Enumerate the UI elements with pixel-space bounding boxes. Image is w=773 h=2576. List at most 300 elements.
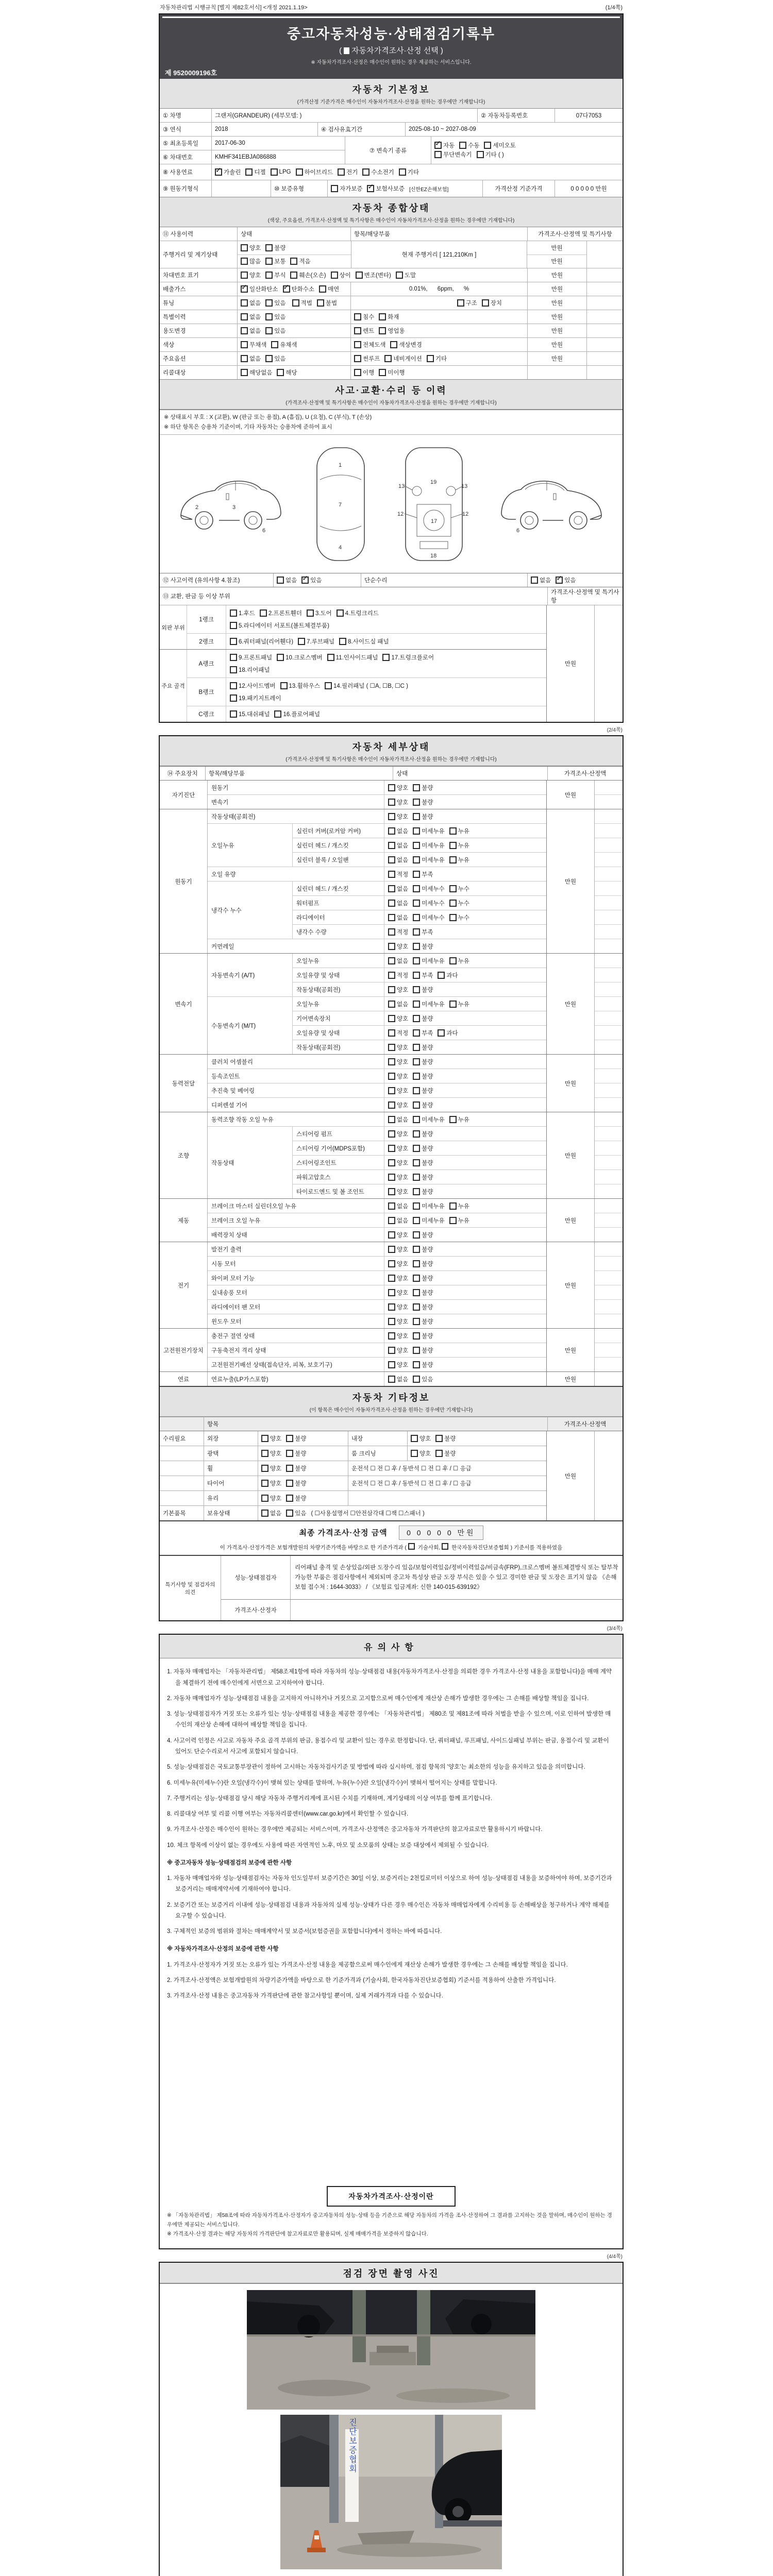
sub-group[interactable] xyxy=(208,881,546,939)
price-cell[interactable]: 만원 xyxy=(527,352,586,365)
checkbox-없음[interactable] xyxy=(241,355,248,362)
item-label[interactable]: 실내송풍 모터 xyxy=(211,1290,247,1296)
checkbox-불량[interactable] xyxy=(413,1246,420,1253)
option[interactable] xyxy=(265,244,285,252)
blank-cell[interactable] xyxy=(595,1242,623,1256)
option[interactable] xyxy=(230,621,329,630)
checkbox-적정[interactable] xyxy=(388,1029,395,1037)
option[interactable] xyxy=(388,1029,408,1037)
checkbox-양호[interactable] xyxy=(388,1188,395,1195)
option-label[interactable]: 기타 xyxy=(435,356,447,362)
option[interactable] xyxy=(390,341,422,349)
checkbox-불량[interactable] xyxy=(413,1073,420,1080)
field-value[interactable]: 그랜저(GRANDEUR) (세부모델: ) xyxy=(211,109,477,122)
row-label[interactable]: 특별이력 xyxy=(163,314,186,320)
option-label[interactable]: 상이 xyxy=(339,273,351,279)
options-line[interactable] xyxy=(384,1112,546,1126)
option[interactable] xyxy=(298,637,334,646)
item-label[interactable]: 룸 크리닝 xyxy=(348,1446,407,1461)
option-label[interactable]: 불량 xyxy=(422,1304,433,1311)
option[interactable] xyxy=(413,1043,433,1052)
field-label[interactable]: ⑨ 원동기형식 xyxy=(163,186,199,192)
checkbox-양호[interactable] xyxy=(241,272,248,279)
option-label[interactable]: 불량 xyxy=(422,785,433,791)
option-label[interactable]: 장치 xyxy=(490,300,502,307)
checkbox-양호[interactable] xyxy=(388,813,395,820)
blank-cell[interactable] xyxy=(595,1126,623,1141)
table-row[interactable] xyxy=(160,365,623,379)
checkbox-불량[interactable] xyxy=(413,1058,420,1065)
rank-items[interactable] xyxy=(226,678,546,706)
options-line[interactable] xyxy=(258,1446,348,1461)
item-label[interactable]: 오일 유량 xyxy=(211,871,236,878)
option[interactable] xyxy=(457,299,477,307)
options-line[interactable] xyxy=(350,296,527,310)
checkbox-누유[interactable] xyxy=(449,1001,457,1008)
blank-cell[interactable] xyxy=(595,1011,623,1025)
device-rows[interactable] xyxy=(207,1372,546,1386)
item-label[interactable]: 시동 모터 xyxy=(211,1261,236,1267)
option[interactable] xyxy=(413,913,444,922)
option[interactable] xyxy=(265,354,285,363)
checkbox-불량[interactable] xyxy=(286,1435,293,1442)
option-label[interactable]: 18.리어패널 xyxy=(239,667,270,674)
field-label[interactable]: ⑦ 변속기 종류 xyxy=(345,137,431,164)
option-label[interactable]: 기타 ( ) xyxy=(485,151,504,158)
checkbox-불량[interactable] xyxy=(413,1260,420,1267)
column-header[interactable]: ⑬ 교환, 판금 등 이상 부위 xyxy=(163,594,230,600)
item-label[interactable]: 내장 xyxy=(348,1431,407,1446)
checkbox-없음[interactable] xyxy=(388,1001,395,1008)
price-cell[interactable]: 만원 xyxy=(546,605,594,722)
option-label[interactable]: 양호 xyxy=(397,1044,409,1051)
blank-cell[interactable] xyxy=(595,996,623,1011)
row-label[interactable]: 리콜대상 xyxy=(163,370,186,376)
remarks-wrap[interactable] xyxy=(160,1555,623,1620)
option[interactable] xyxy=(261,1509,281,1517)
detail-row[interactable] xyxy=(293,838,546,852)
option[interactable] xyxy=(331,184,362,193)
checkbox-색상변경[interactable] xyxy=(390,341,397,348)
item-label[interactable]: 커먼레일 xyxy=(211,943,234,950)
table-row[interactable] xyxy=(160,109,623,122)
options-line[interactable] xyxy=(258,1431,348,1446)
item-label[interactable]: 와이퍼 모터 기능 xyxy=(211,1275,255,1282)
option[interactable] xyxy=(388,1000,408,1008)
options-line[interactable] xyxy=(237,282,350,296)
blank-cell[interactable] xyxy=(595,1170,623,1184)
option-label[interactable]: 미세누유 xyxy=(422,1001,445,1008)
option-label[interactable]: 불량 xyxy=(422,1131,433,1138)
checkbox-불량[interactable] xyxy=(265,244,273,251)
option-label[interactable]: 누수 xyxy=(458,914,469,921)
emission-values[interactable]: 0.01%, 6ppm, % xyxy=(350,282,527,296)
table-row[interactable] xyxy=(160,268,623,282)
checkbox-변조(변타)[interactable] xyxy=(356,272,363,279)
option-label[interactable]: 양호 xyxy=(397,1318,409,1325)
checkbox-diagnosis-association[interactable] xyxy=(442,1543,448,1550)
options-line[interactable] xyxy=(258,1476,348,1490)
price-cell[interactable]: 만원 xyxy=(546,1112,594,1198)
options-line[interactable] xyxy=(238,241,351,255)
option-label[interactable]: 불량 xyxy=(422,1189,433,1195)
detail-row[interactable] xyxy=(293,1184,546,1198)
table-row[interactable] xyxy=(160,180,623,197)
option-label[interactable]: 양호 xyxy=(270,1466,282,1472)
column-header[interactable]: 항목/해당부품 xyxy=(205,767,393,780)
item-label[interactable]: 오일누유 xyxy=(296,958,320,964)
options-line[interactable] xyxy=(384,954,546,968)
option-label[interactable]: 누유 xyxy=(458,1116,469,1123)
option[interactable] xyxy=(230,682,276,690)
options-line[interactable] xyxy=(384,1055,546,1069)
options-line[interactable] xyxy=(384,896,546,910)
field-label[interactable]: ② 자동차등록번호 xyxy=(477,109,554,122)
option-label[interactable]: 13.휠하우스 xyxy=(289,683,320,690)
option-label[interactable]: 양호 xyxy=(397,1059,409,1065)
blank-cell[interactable] xyxy=(595,1372,623,1386)
option[interactable] xyxy=(413,1014,433,1023)
options-line[interactable] xyxy=(384,795,546,809)
checkbox-수동[interactable] xyxy=(459,142,466,149)
option-label[interactable]: 없음 xyxy=(397,900,409,907)
option-label[interactable]: 미세누유 xyxy=(422,1203,445,1210)
option-label[interactable]: 전기 xyxy=(346,170,358,176)
checkbox-미세누수[interactable] xyxy=(413,914,420,921)
checkbox-미세누수[interactable] xyxy=(413,900,420,907)
options-line[interactable] xyxy=(350,338,527,351)
left-col[interactable] xyxy=(160,137,345,164)
blank-cell[interactable] xyxy=(595,605,623,722)
table-row[interactable] xyxy=(160,122,623,136)
item-label[interactable]: 고전원전기배선 상태(접속단자, 피복, 보호기구) xyxy=(211,1362,332,1368)
option-label[interactable]: 없음 xyxy=(397,857,409,863)
field-label[interactable]: ⑧ 사용연료 xyxy=(163,170,193,176)
option-label[interactable]: 과다 xyxy=(446,972,458,979)
options-line[interactable] xyxy=(237,296,350,310)
sub-label[interactable]: 자동변속기 (A/T) xyxy=(211,972,255,979)
option-label[interactable]: 해당없음 xyxy=(249,370,273,376)
checkbox-상이[interactable] xyxy=(331,272,338,279)
blank-col[interactable] xyxy=(594,809,623,953)
option[interactable] xyxy=(265,299,285,307)
detail-row[interactable] xyxy=(293,1040,546,1054)
sub-label[interactable]: 수동변속기 (M/T) xyxy=(211,1023,256,1029)
option[interactable] xyxy=(356,271,391,279)
checkbox-적정[interactable] xyxy=(388,928,395,936)
option[interactable] xyxy=(413,942,433,951)
option-label[interactable]: 7.루브패널 xyxy=(307,639,335,646)
table-row[interactable] xyxy=(160,164,623,180)
option[interactable] xyxy=(413,1173,433,1181)
option-label[interactable]: 미세누유 xyxy=(422,842,445,849)
option-label[interactable]: 5.라디에이터 서포트(볼트체결부품) xyxy=(239,623,329,630)
item-label[interactable]: 보유상태 xyxy=(204,1506,258,1520)
checkbox-부족[interactable] xyxy=(413,871,420,878)
checkbox-미세누유[interactable] xyxy=(413,1116,420,1123)
option[interactable] xyxy=(435,1449,456,1458)
option-label[interactable]: 미세누수 xyxy=(422,900,445,907)
rank-row[interactable] xyxy=(187,677,546,706)
blank-cell[interactable] xyxy=(595,1270,623,1285)
table-row[interactable] xyxy=(160,337,623,351)
detail-row[interactable] xyxy=(293,882,546,895)
option[interactable] xyxy=(435,1434,456,1443)
options-line[interactable] xyxy=(384,1257,546,1270)
option-label[interactable]: 15.대쉬패널 xyxy=(239,711,270,718)
option[interactable] xyxy=(286,1434,306,1443)
option-label[interactable]: 변조(변타) xyxy=(364,273,391,279)
options-line[interactable] xyxy=(384,1083,546,1097)
options-line[interactable] xyxy=(434,150,509,160)
checkbox-이행[interactable] xyxy=(354,369,361,376)
sub-group[interactable] xyxy=(208,823,546,867)
options-line[interactable] xyxy=(384,809,546,823)
checkbox-누유[interactable] xyxy=(449,827,457,835)
notice-paragraph[interactable]: 1. 자동차 매매업자와 성능·상태점검자는 자동차 인도일부터 보증기간은 30일 이상, 보증거리는 2천킬로미터 이상으로 하여 성능·상태점검 내용을 보증하여야 하며, 보증기간과 보증거리는 매매계약서에 기재하여야 합니다. xyxy=(167,1875,612,1893)
item-label[interactable]: 오일유량 및 상태 xyxy=(296,1030,340,1037)
checkbox-네비게이션[interactable] xyxy=(384,355,392,362)
price-cell[interactable]: 만원 xyxy=(546,954,594,1054)
item-label[interactable]: 작동상태(공회전) xyxy=(296,1044,341,1051)
option-label[interactable]: 불량 xyxy=(295,1451,307,1458)
options-line[interactable] xyxy=(350,324,527,337)
item-label[interactable]: 타이로드엔드 및 볼 조인트 xyxy=(296,1189,364,1195)
detail-row[interactable] xyxy=(293,1141,546,1155)
notice-paragraph[interactable]: 1. 가격조사·산정자가 거짓 또는 오류가 있는 가격조사·산정 내용을 제공함으로써 매수인에게 재산상 손해가 발생한 경우에는 그 손해를 배상할 책임을 집니다. xyxy=(167,1961,568,1968)
option-label[interactable]: 양호 xyxy=(397,1174,409,1181)
item-label[interactable]: 스티어링조인트 xyxy=(296,1160,337,1166)
option[interactable] xyxy=(338,168,358,176)
option-label[interactable]: 양호 xyxy=(397,785,409,791)
blank-cell[interactable] xyxy=(595,1184,623,1198)
detail-row[interactable] xyxy=(208,1329,546,1343)
checkbox-13.휠하우스[interactable] xyxy=(280,682,288,689)
option[interactable] xyxy=(411,1449,431,1458)
item-label[interactable]: 타이어 xyxy=(204,1476,258,1490)
field-label[interactable]: ① 차명 xyxy=(163,113,181,119)
option-label[interactable]: 양호 xyxy=(397,1088,409,1094)
checkbox-있음[interactable] xyxy=(556,577,563,584)
panel-category[interactable] xyxy=(160,649,546,722)
etc-groups[interactable] xyxy=(160,1431,623,1520)
checkbox-양호[interactable] xyxy=(388,1130,395,1138)
options-line[interactable] xyxy=(384,1141,546,1155)
blank-cell[interactable] xyxy=(595,1025,623,1040)
options-line[interactable] xyxy=(407,1431,546,1446)
field-value[interactable]: 2025-08-10 ~ 2027-08-09 xyxy=(405,123,623,136)
checkbox-없음[interactable] xyxy=(388,914,395,921)
option-label[interactable]: 해당 xyxy=(285,370,297,376)
checkbox-없음[interactable] xyxy=(277,577,284,584)
option-label[interactable]: 미세누수 xyxy=(422,886,445,892)
blank-col[interactable] xyxy=(594,1199,623,1242)
sub-group[interactable] xyxy=(208,954,546,996)
option[interactable] xyxy=(261,1449,281,1458)
sub-group[interactable] xyxy=(208,996,546,1054)
price-cell[interactable]: 만원 xyxy=(546,1372,594,1386)
option-label[interactable]: 12.사이드멤버 xyxy=(239,683,276,690)
detail-row[interactable] xyxy=(208,1112,546,1126)
option[interactable] xyxy=(413,1361,433,1369)
option[interactable] xyxy=(388,885,408,893)
rank-label[interactable]: B랭크 xyxy=(187,678,226,706)
option-label[interactable]: 적정 xyxy=(397,1030,409,1037)
fuel-options[interactable] xyxy=(211,164,623,180)
checkbox-불량[interactable] xyxy=(413,1332,420,1340)
checkbox-수소전기[interactable] xyxy=(362,168,369,176)
item-label[interactable]: 실린더 커버(로커암 커버) xyxy=(296,828,361,835)
checkbox-불법[interactable] xyxy=(317,299,324,307)
checkbox-5.라디에이터 서포트(볼트체결부품)[interactable] xyxy=(230,622,237,629)
option[interactable] xyxy=(241,368,272,377)
checkbox-보험사보증[interactable] xyxy=(367,185,374,192)
option[interactable] xyxy=(388,1274,408,1282)
notice-paragraph[interactable]: 2. 가격조사·산정액은 보험개발원의 차량기준가액을 바탕으로 한 기준가격과 (기술사회, 한국자동차진단보증협회) 기준서를 적용하여 산출한 가격입니다. xyxy=(167,1977,556,1984)
option-label[interactable]: 누수 xyxy=(458,886,469,892)
option[interactable] xyxy=(379,327,405,335)
detail-row[interactable] xyxy=(293,982,546,996)
field-value[interactable]: 2018 xyxy=(211,123,317,136)
checkbox-세미오토[interactable] xyxy=(484,142,491,149)
option[interactable] xyxy=(354,313,374,321)
option-label[interactable]: 침수 xyxy=(363,314,375,320)
checkbox-미세누유[interactable] xyxy=(413,827,420,835)
rank-label[interactable]: A랭크 xyxy=(187,650,226,677)
option[interactable] xyxy=(292,299,312,307)
options-line[interactable] xyxy=(273,573,361,587)
option[interactable] xyxy=(459,141,479,149)
option[interactable] xyxy=(413,899,444,907)
option-label[interactable]: 4.트렁크리드 xyxy=(345,611,379,617)
item-label[interactable]: 스티어링 펌프 xyxy=(296,1131,332,1138)
field-value[interactable]: 0 0 0 0 0 만원 xyxy=(554,180,623,197)
checkbox-양호[interactable] xyxy=(388,1289,395,1296)
device-rows[interactable] xyxy=(207,1329,546,1371)
option-label[interactable]: 불량 xyxy=(422,1232,433,1239)
option[interactable] xyxy=(449,1000,469,1008)
option[interactable] xyxy=(388,1014,408,1023)
blank-col[interactable] xyxy=(594,1431,623,1520)
option[interactable] xyxy=(261,1494,281,1502)
option[interactable] xyxy=(449,856,469,864)
notice-paragraph[interactable]: 8. 리콜대상 여부 및 리콜 이행 여부는 자동차리콜센터(www.car.go.kr)에서 확인할 수 있습니다. xyxy=(167,1811,409,1818)
option[interactable] xyxy=(413,1058,433,1066)
option[interactable] xyxy=(388,1361,408,1369)
option[interactable] xyxy=(367,184,405,193)
option[interactable] xyxy=(286,1464,306,1472)
detail-row[interactable] xyxy=(293,1025,546,1040)
option[interactable] xyxy=(286,1479,306,1487)
blank-cell[interactable] xyxy=(595,781,623,794)
checkbox-누유[interactable] xyxy=(449,957,457,964)
checkbox-양호[interactable] xyxy=(388,1015,395,1022)
option-label[interactable]: 없음 xyxy=(397,886,409,892)
checkbox-없음[interactable] xyxy=(388,1376,395,1383)
option-label[interactable]: 보험사보증 xyxy=(376,186,405,192)
option[interactable] xyxy=(427,354,447,363)
option[interactable] xyxy=(230,694,281,702)
option-label[interactable]: 8.사이드실 패널 xyxy=(348,639,389,646)
option[interactable] xyxy=(434,150,472,159)
detail-row[interactable] xyxy=(293,895,546,910)
notice-paragraph[interactable]: 3. 가격조사·산정 내용은 중고자동차 가격판단에 관한 참고사항일 뿐이며, 실제 거래가격과 다를 수 있습니다. xyxy=(167,1993,443,1999)
option-label[interactable]: 미세누유 xyxy=(422,958,445,964)
option-label[interactable]: 불량 xyxy=(422,1044,433,1051)
blank-cell[interactable] xyxy=(595,838,623,852)
option[interactable] xyxy=(411,1434,431,1443)
column-header-row[interactable] xyxy=(160,1417,623,1431)
checkbox-불량[interactable] xyxy=(413,986,420,993)
device-group[interactable] xyxy=(160,780,623,809)
option-label[interactable]: 있음 xyxy=(422,1376,433,1383)
checkbox-3.도어[interactable] xyxy=(307,609,314,617)
option-label[interactable]: 불량 xyxy=(444,1451,456,1458)
checkbox-양호[interactable] xyxy=(388,1159,395,1166)
detail-row[interactable] xyxy=(208,1199,546,1213)
option[interactable] xyxy=(354,368,374,377)
option-label[interactable]: 없음 xyxy=(249,328,261,334)
checkbox-있음[interactable] xyxy=(413,1376,420,1383)
row-label[interactable]: 배출가스 xyxy=(163,286,186,293)
blank-cell[interactable] xyxy=(595,1040,623,1054)
option-label[interactable]: 불량 xyxy=(422,1059,433,1065)
option[interactable] xyxy=(388,841,408,850)
option-label[interactable]: 양호 xyxy=(397,1261,409,1267)
device-group[interactable] xyxy=(160,1371,623,1386)
option-label[interactable]: 양호 xyxy=(397,1362,409,1368)
option[interactable] xyxy=(265,257,285,265)
options-line[interactable] xyxy=(230,607,543,619)
item-label[interactable]: 발전기 출력 xyxy=(211,1246,242,1253)
price-cell[interactable]: 만원 xyxy=(546,809,594,953)
checkbox-양호[interactable] xyxy=(261,1480,268,1487)
option-label[interactable]: 9.프론트패널 xyxy=(239,655,273,662)
option-label[interactable]: 불량 xyxy=(422,1290,433,1296)
options-line[interactable] xyxy=(384,1285,546,1299)
checkbox-양호[interactable] xyxy=(261,1465,268,1472)
checkbox-없음[interactable] xyxy=(241,313,248,320)
option[interactable] xyxy=(286,1509,306,1517)
item-label[interactable]: 윈도우 모터 xyxy=(211,1318,242,1325)
option[interactable] xyxy=(307,609,332,617)
checkbox-양호[interactable] xyxy=(388,1260,395,1267)
option[interactable] xyxy=(265,313,285,321)
option[interactable] xyxy=(413,1317,433,1326)
option[interactable] xyxy=(245,168,265,176)
device-rows[interactable] xyxy=(207,1112,546,1198)
options-line[interactable] xyxy=(384,867,546,881)
option[interactable] xyxy=(413,1260,433,1268)
sub-label[interactable]: 냉각수 누수 xyxy=(211,907,242,914)
accident-history-label[interactable]: ⑫ 사고이력 (유의사항 4.참조) xyxy=(163,578,240,584)
price-cell[interactable]: 만원 xyxy=(527,255,586,268)
option-label[interactable]: 가솔린 xyxy=(224,170,241,176)
sub-rows[interactable] xyxy=(292,824,546,867)
option-label[interactable]: 없음 xyxy=(249,314,261,320)
row-label[interactable]: 용도변경 xyxy=(163,328,186,334)
checkbox-불량[interactable] xyxy=(413,1087,420,1094)
detail-row[interactable] xyxy=(293,924,546,939)
options-line[interactable] xyxy=(237,366,350,379)
option[interactable] xyxy=(319,285,339,293)
device-group[interactable] xyxy=(160,1242,623,1328)
item-label[interactable]: 작동상태(공회전) xyxy=(211,814,256,820)
blank-cell[interactable] xyxy=(595,1357,623,1371)
checkbox-부족[interactable] xyxy=(413,928,420,936)
table-row[interactable] xyxy=(160,310,623,324)
checkbox-불량[interactable] xyxy=(413,813,420,820)
